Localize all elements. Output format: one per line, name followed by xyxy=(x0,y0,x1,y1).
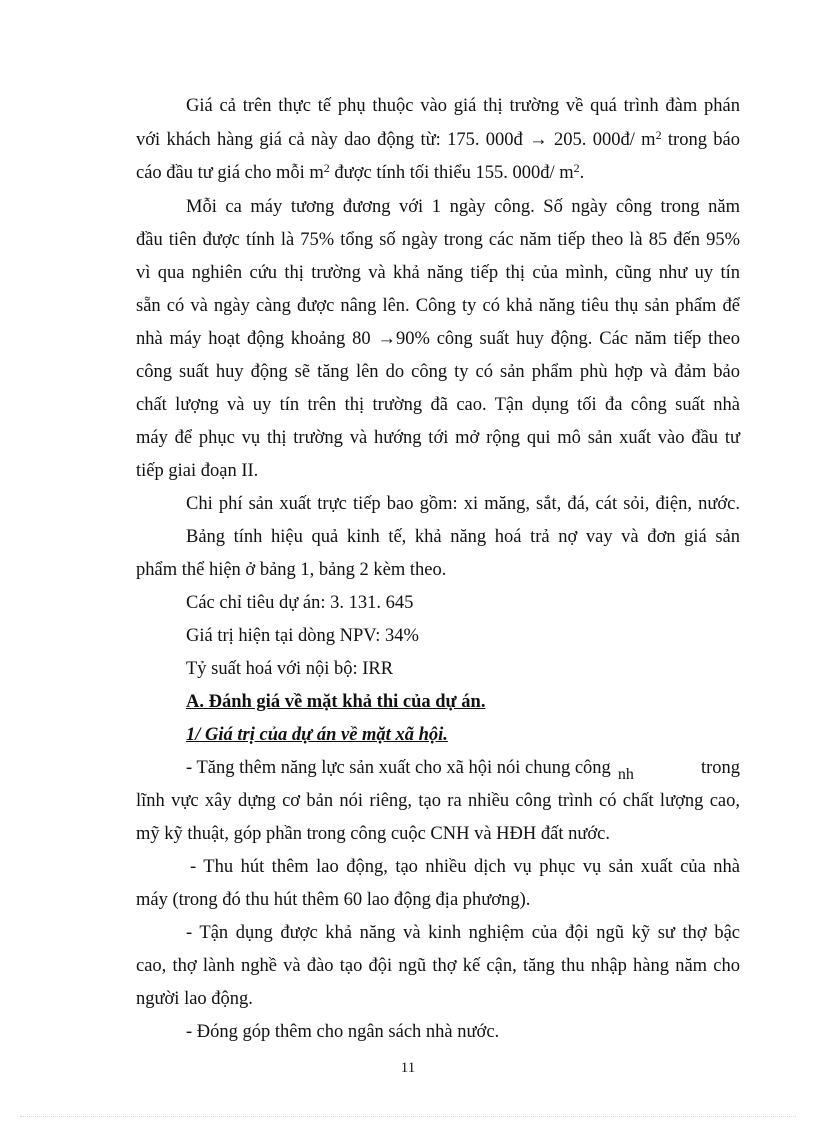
paragraph-line: lĩnh vực xây dựng cơ bản nói riêng, tạo ra nhiều công trình có chất lượng cao, xyxy=(136,791,740,811)
paragraph-line xyxy=(136,161,740,185)
paragraph-line: Tỷ suất hoá với nội bộ: IRR xyxy=(186,659,394,679)
text-span: - Tăng thêm năng lực sản xuất cho xã hội nói chung công xyxy=(186,758,611,778)
paragraph-line: sẵn có và ngày càng được nâng lên. Công ty có khả năng tiêu thụ sản phẩm để xyxy=(136,296,740,316)
paragraph-line: Giá trị hiện tại dòng NPV: 34% xyxy=(186,626,419,646)
paragraph-line: chất lượng và uy tín trên thị trường đã cao. Tận dụng tối đa công suất nhà xyxy=(136,395,740,415)
paragraph-line: máy để phục vụ thị trường và hướng tới mở rộng qui mô sản xuất vào đầu tư xyxy=(136,428,740,448)
text-span: nh xyxy=(617,766,634,783)
paragraph-line: tiếp giai đoạn II. xyxy=(136,461,259,481)
paragraph-line: Giá cả trên thực tế phụ thuộc vào giá thị trường về quá trình đàm phán xyxy=(186,96,740,116)
text-span: với khách hàng giá cả này dao động từ: 175. 000đ → 205. 000đ/ m xyxy=(136,130,656,150)
text-span: . xyxy=(579,163,585,183)
page-number: 11 xyxy=(400,1060,416,1076)
text-span: cáo đầu tư giá cho mỗi m xyxy=(136,163,324,183)
section-heading: A. Đánh giá về mặt khả thi của dự án. xyxy=(186,692,486,712)
paragraph-line: máy (trong đó thu hút thêm 60 lao động địa phương). xyxy=(136,890,531,910)
paragraph-line: phẩm thể hiện ở bảng 1, bảng 2 kèm theo. xyxy=(136,560,447,580)
paragraph-line: người lao động. xyxy=(136,989,253,1009)
superscript: 2 xyxy=(323,161,330,175)
superscript: 2 xyxy=(573,161,580,175)
paragraph-line: Bảng tính hiệu quả kinh tế, khả năng hoá trả nợ vay và đơn giá sản xyxy=(186,527,740,547)
paragraph-line: vì qua nghiên cứu thị trường và khả năng tiếp thị của mình, cũng như uy tín xyxy=(136,263,740,283)
text-span: được tính tối thiểu 155. 000đ/ m xyxy=(329,163,574,183)
paragraph-line: đầu tiên được tính là 75% tổng số ngày trong các năm tiếp theo là 85 đến 95% xyxy=(136,230,740,250)
paragraph-line: công suất huy động sẽ tăng lên do công ty có sản phẩm phù hợp và đảm bảo xyxy=(136,362,740,382)
paragraph-line: - Tận dụng được khả năng và kinh nghiệm của đội ngũ kỹ sư thợ bậc xyxy=(186,923,740,943)
paragraph-line: Chi phí sản xuất trực tiếp bao gồm: xi măng, sắt, đá, cát sỏi, điện, nước. xyxy=(186,494,740,514)
paragraph-line xyxy=(186,756,740,781)
text-span: trong báo xyxy=(661,130,740,150)
paragraph-line: Các chỉ tiêu dự án: 3. 131. 645 xyxy=(186,593,414,613)
paragraph-line xyxy=(136,128,740,152)
paragraph-line: nhà máy hoạt động khoảng 80 →90% công suất huy động. Các năm tiếp theo xyxy=(136,329,740,349)
paragraph-line: cao, thợ lành nghề và đào tạo đội ngũ thợ kế cận, tăng thu nhập hàng năm cho xyxy=(136,956,740,976)
paragraph-line: mỹ kỹ thuật, góp phần trong công cuộc CNH và HĐH đất nước. xyxy=(136,824,610,844)
footer-divider xyxy=(20,1116,796,1117)
subsection-heading: 1/ Giá trị của dự án về mặt xã hội. xyxy=(186,725,448,745)
paragraph-line: Mỗi ca máy tương đương với 1 ngày công. Số ngày công trong năm xyxy=(186,197,740,217)
paragraph-line: - Thu hút thêm lao động, tạo nhiều dịch vụ phục vụ sản xuất của nhà xyxy=(190,857,740,877)
superscript: 2 xyxy=(655,128,662,142)
paragraph-line: - Đóng góp thêm cho ngân sách nhà nước. xyxy=(186,1022,500,1042)
text-span: trong xyxy=(700,758,740,778)
